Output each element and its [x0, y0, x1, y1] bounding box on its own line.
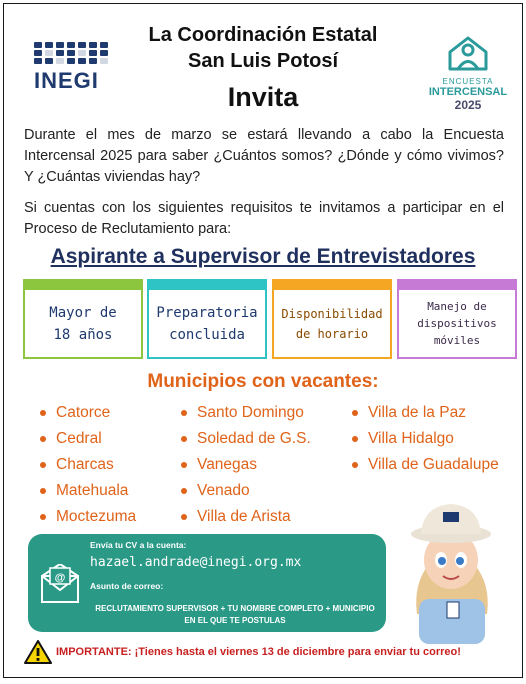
- envelope-icon: [40, 564, 80, 604]
- bullet-icon: [352, 436, 358, 442]
- svg-text:@: @: [54, 572, 66, 584]
- list-item: Santo Domingo: [181, 400, 311, 426]
- list-item: Vanegas: [181, 452, 311, 478]
- bullet-icon: [40, 436, 46, 442]
- cv-email-link[interactable]: hazael.andrade@inegi.org.mx: [90, 555, 302, 570]
- header-line-1: La Coordinación Estatal: [148, 24, 378, 46]
- list-item: Soledad de G.S.: [181, 426, 311, 452]
- cv-label: Envía tu CV a la cuenta:: [90, 540, 187, 550]
- flyer: [3, 3, 523, 678]
- requirement-line: Manejo de: [427, 300, 487, 313]
- requirement-line: de horario: [295, 326, 369, 341]
- important-notice: [24, 640, 461, 664]
- bullet-icon: [352, 410, 358, 416]
- header-line-2: San Luis Potosí: [187, 50, 339, 72]
- cv-submission-box: [28, 534, 386, 632]
- requirement-line: móviles: [433, 334, 481, 347]
- bullet-icon: [181, 514, 187, 520]
- census-worker-illustration: [399, 494, 504, 644]
- list-item: Villa de Guadalupe: [352, 452, 499, 478]
- encuesta-logo-year: 2025: [454, 98, 482, 112]
- header-invita: Invita: [227, 82, 299, 112]
- list-item: Matehuala: [40, 478, 136, 504]
- requirement-line: Preparatoria: [156, 304, 258, 321]
- requirement-line: Mayor de: [49, 304, 117, 321]
- warning-icon: [24, 640, 52, 664]
- list-item: Charcas: [40, 452, 136, 478]
- list-item: Catorce: [40, 400, 136, 426]
- requirement-education: [147, 279, 267, 359]
- house-person-icon: [446, 34, 490, 72]
- list-item: Cedral: [40, 426, 136, 452]
- list-item: Villa Hidalgo: [352, 426, 499, 452]
- municipios-title: Municipios con vacantes:: [147, 371, 379, 392]
- bullet-icon: [40, 410, 46, 416]
- bullet-icon: [40, 488, 46, 494]
- inegi-logo-text: INEGI: [34, 68, 99, 93]
- requirement-line: Disponibilidad: [281, 306, 383, 321]
- list-item: Moctezuma: [40, 504, 136, 530]
- intro-paragraph: Durante el mes de marzo se estará llevando a cabo la Encuesta Intercensal 2025 para saber ¿Cuántos somos? ¿Dónde y cómo vivimos? Y ¿Cuántas viviendas hay?: [24, 127, 504, 185]
- encuesta-logo-line-1: ENCUESTA: [442, 77, 494, 86]
- position-title: Aspirante a Supervisor de Entrevistadores: [50, 245, 476, 268]
- list-item: Venado: [181, 478, 311, 504]
- list-item: Villa de la Paz: [352, 400, 499, 426]
- important-text: IMPORTANTE: ¡Tienes hasta el viernes 13 de diciembre para enviar tu correo!: [56, 646, 461, 658]
- bullet-icon: [40, 514, 46, 520]
- bullet-icon: [181, 462, 187, 468]
- subject-label: Asunto de correo:: [90, 581, 164, 591]
- requirement-line: 18 años: [53, 326, 113, 343]
- requirement-line: concluida: [169, 326, 245, 343]
- invitation-paragraph: Si cuentas con los siguientes requisitos te invitamos a participar en el Proceso de Reclutamiento para:: [24, 200, 504, 237]
- subject-text: RECLUTAMIENTO SUPERVISOR + TU NOMBRE COMPLETO + MUNICIPIO EN EL QUE TE POSTULAS: [95, 604, 375, 625]
- municipios-column-2: [181, 400, 311, 530]
- encuesta-intercensal-logo: [428, 34, 508, 112]
- municipios-column-3: [352, 400, 499, 478]
- requirement-age: [23, 279, 143, 359]
- bullet-icon: [181, 488, 187, 494]
- bullet-icon: [40, 462, 46, 468]
- bullet-icon: [352, 462, 358, 468]
- requirement-devices: [397, 279, 517, 359]
- requirement-availability: [272, 279, 392, 359]
- list-item: Villa de Arista: [181, 504, 311, 530]
- encuesta-logo-line-2: INTERCENSAL: [428, 86, 508, 98]
- bullet-icon: [181, 410, 187, 416]
- municipios-column-1: [40, 400, 136, 530]
- requirement-line: dispositivos: [417, 317, 497, 330]
- bullet-icon: [181, 436, 187, 442]
